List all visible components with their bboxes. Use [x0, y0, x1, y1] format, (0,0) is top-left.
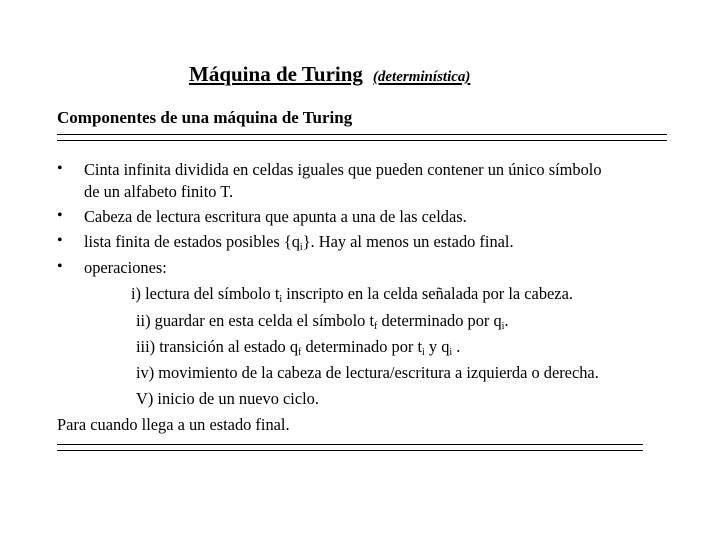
bullet-1-marker: • [57, 160, 63, 177]
bullet-3-post: }. Hay al menos un estado final. [302, 232, 514, 251]
operation-iv: iv) movimiento de la cabeza de lectura/escritura a izquierda o derecha. [136, 363, 599, 382]
bullet-3-marker: • [57, 232, 63, 249]
operation-iii-sub3: i [449, 347, 453, 358]
operation-i-sub: i [279, 294, 283, 305]
bullet-1-line-1: Cinta infinita dividida en celdas iguales que pueden contener un único símbolo [84, 160, 602, 179]
operation-iii-mid: determinado por t [301, 337, 423, 356]
title-main: Máquina de Turing [189, 62, 363, 86]
bullet-2-marker: • [57, 207, 63, 224]
operation-iii-post: . [452, 337, 461, 356]
operation-ii-mid: determinado por q [377, 311, 502, 330]
operation-i [131, 284, 573, 304]
operation-ii-pre: ii) guardar en esta celda el símbolo t [136, 311, 375, 330]
bullet-3-text [84, 232, 514, 252]
bullet-2-text: Cabeza de lectura escritura que apunta a una de las celdas. [84, 207, 467, 226]
footer-text: Para cuando llega a un estado final. [57, 415, 290, 434]
top-divider [57, 134, 667, 141]
operation-iii-sub2: i [422, 347, 425, 358]
operation-ii-sub2: i [501, 321, 505, 332]
operation-iii [136, 337, 460, 357]
page-title [189, 62, 470, 87]
bullet-4-text: operaciones: [84, 258, 167, 277]
operation-i-pre: i) lectura del símbolo t [131, 284, 280, 303]
bullet-3-pre: lista finita de estados posibles {q [84, 232, 300, 251]
operation-iii-sub1: f [298, 347, 302, 358]
bottom-divider [57, 444, 643, 451]
operation-ii-sub1: f [374, 321, 378, 332]
operation-iii-pre: iii) transición al estado q [136, 337, 299, 356]
title-subtitle: (determinística) [372, 69, 471, 85]
operation-iii-mid2: y q [424, 337, 450, 356]
operation-v: V) inicio de un nuevo ciclo. [136, 389, 319, 408]
operation-ii [136, 311, 509, 331]
operation-ii-post: . [504, 311, 509, 330]
bullet-4-marker: • [57, 258, 63, 275]
operation-i-post: inscripto en la celda señalada por la cabeza. [282, 284, 573, 303]
bullet-1-line-2: de un alfabeto finito T. [84, 182, 234, 201]
section-heading: Componentes de una máquina de Turing [57, 108, 353, 127]
bullet-3-sub: i [299, 242, 303, 253]
